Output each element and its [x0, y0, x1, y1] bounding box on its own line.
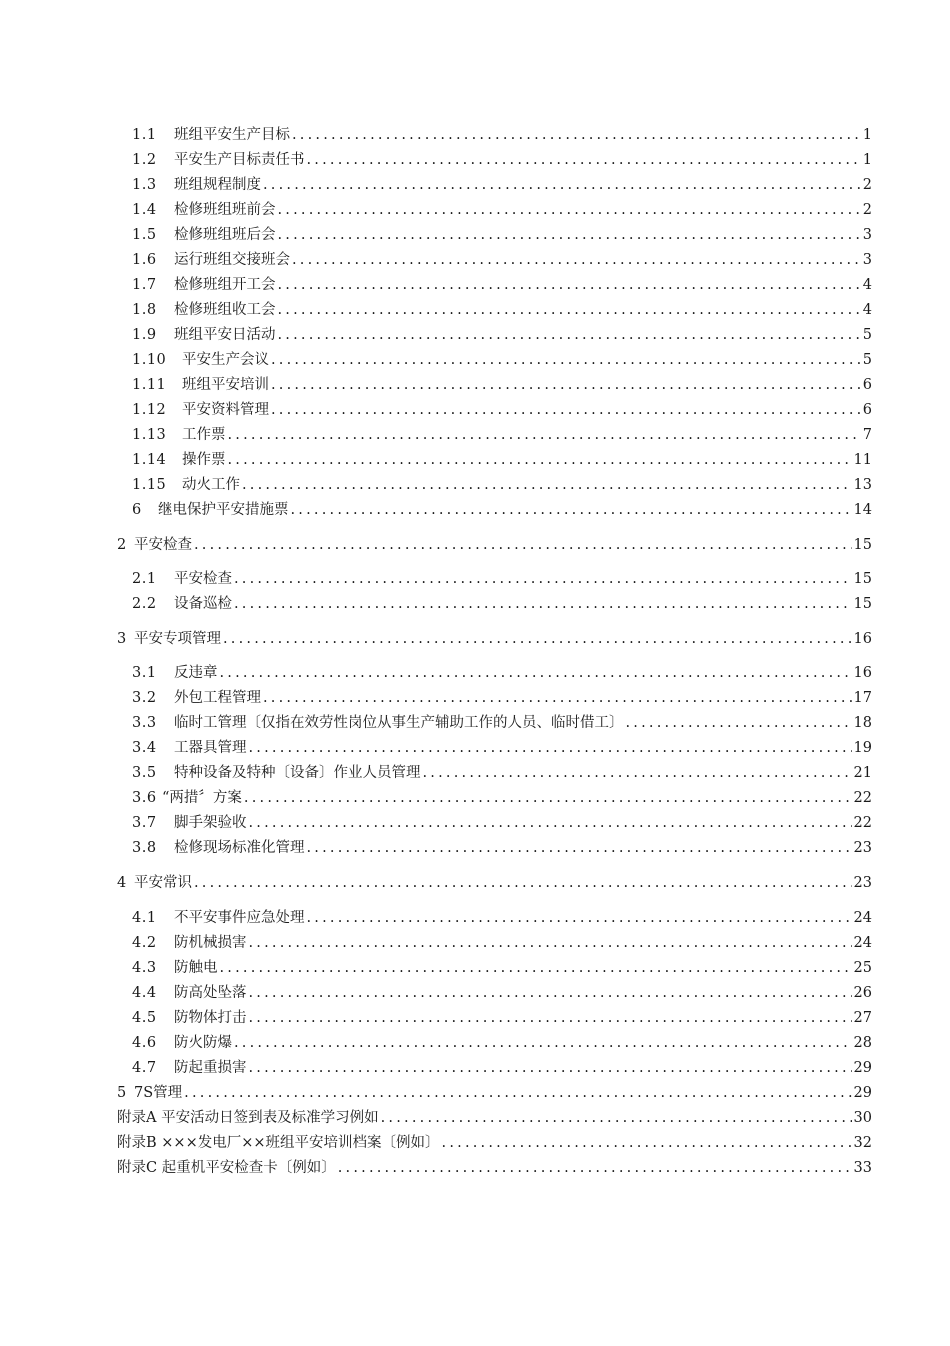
toc-entry-page: 5 [862, 327, 872, 343]
toc-entry-number: 1.14 [132, 452, 167, 468]
toc-entry-page: 25 [853, 960, 872, 976]
toc-entry-page: 2 [862, 177, 872, 193]
toc-entry-number: 1.3 [132, 177, 157, 193]
toc-dot-leader [292, 124, 861, 146]
toc-entry-page: 17 [853, 690, 872, 706]
toc-entry-page: 6 [862, 402, 872, 418]
toc-entry-number: 2 [117, 537, 127, 553]
toc-entry-number: 5 [117, 1085, 127, 1101]
toc-entry-title: “两措〞方案 [162, 790, 242, 806]
toc-entry-page: 15 [853, 571, 872, 587]
toc-entry-number: 3.5 [132, 765, 157, 781]
toc-entry-number: 1.11 [132, 377, 167, 393]
toc-entry[interactable] [132, 374, 872, 396]
toc-dot-leader [291, 499, 852, 521]
toc-dot-leader [234, 568, 852, 590]
toc-entry-page: 24 [853, 910, 872, 926]
toc-entry-number: 1.13 [132, 427, 167, 443]
toc-entry-title: 班组规程制度 [174, 177, 261, 193]
toc-dot-leader [249, 812, 852, 834]
toc-entry-number: 3.2 [132, 690, 157, 706]
toc-dot-leader [381, 1107, 852, 1129]
toc-entry[interactable] [132, 399, 872, 421]
toc-dot-leader [249, 737, 852, 759]
toc-entry-title: 特种设备及特种〔设备〕作业人员管理 [174, 765, 421, 781]
toc-dot-leader [278, 299, 861, 321]
toc-dot-leader [271, 374, 861, 396]
toc-entry[interactable] [132, 424, 872, 446]
toc-chapter[interactable] [117, 872, 872, 894]
toc-entry-title: 反违章 [174, 665, 218, 681]
toc-entry-title: 操作票 [182, 452, 226, 468]
toc-entry[interactable] [132, 199, 872, 221]
toc-entry-number: 4 [117, 875, 127, 891]
toc-entry-number: 1.10 [132, 352, 167, 368]
toc-entry-page: 2 [862, 202, 872, 218]
toc-dot-leader [249, 932, 852, 954]
toc-entry-page: 23 [853, 875, 872, 891]
toc-entry-title: 平安资料管理 [182, 402, 269, 418]
toc-entry-page: 4 [862, 302, 872, 318]
toc-entry-title: 平安专项管理 [134, 631, 221, 647]
toc-entry-number: 1.1 [132, 127, 157, 143]
toc-entry[interactable] [132, 1007, 872, 1029]
toc-entry-page: 4 [862, 277, 872, 293]
toc-dot-leader [307, 907, 852, 929]
toc-entry-title: 班组平安培训 [182, 377, 269, 393]
toc-entry-number: 3.4 [132, 740, 157, 756]
toc-entry[interactable] [132, 762, 872, 784]
toc-entry-page: 19 [853, 740, 872, 756]
toc-entry[interactable] [132, 712, 872, 734]
toc-entry-number: 3.3 [132, 715, 157, 731]
toc-dot-leader [292, 249, 861, 271]
toc-entry-title: 附录C 起重机平安检查卡〔例如〕 [117, 1160, 336, 1176]
toc-entry-number: 3.7 [132, 815, 157, 831]
toc-entry-title: 防触电 [174, 960, 218, 976]
toc-entry[interactable] [132, 249, 872, 271]
toc-entry-title: 工器具管理 [174, 740, 247, 756]
toc-entry-title: 班组平安日活动 [174, 327, 276, 343]
toc-entry[interactable] [132, 299, 872, 321]
toc-entry-page: 33 [853, 1160, 872, 1176]
toc-entry[interactable] [132, 593, 872, 615]
toc-entry-page: 30 [853, 1110, 872, 1126]
toc-entry-number: 3.8 [132, 840, 157, 856]
toc-entry-title: 检修班组班前会 [174, 202, 276, 218]
toc-dot-leader [249, 982, 852, 1004]
toc-entry-title: 继电保护平安措施票 [158, 502, 289, 518]
toc-entry-title: 设备巡检 [174, 596, 232, 612]
toc-entry-title: 脚手架验收 [174, 815, 247, 831]
toc-entry[interactable] [132, 499, 872, 521]
toc-entry-number: 3.1 [132, 665, 157, 681]
toc-entry-page: 29 [853, 1060, 872, 1076]
toc-entry-number: 1.15 [132, 477, 167, 493]
toc-appendix[interactable] [117, 1157, 872, 1179]
toc-entry-page: 15 [853, 537, 872, 553]
toc-entry-page: 27 [853, 1010, 872, 1026]
toc-dot-leader [626, 712, 852, 734]
toc-entry-page: 16 [853, 631, 872, 647]
toc-entry-number: 3.6 [132, 790, 157, 806]
toc-entry-page: 24 [853, 935, 872, 951]
toc-dot-leader [442, 1132, 852, 1154]
toc-entry-number: 4.4 [132, 985, 157, 1001]
toc-entry-page: 16 [853, 665, 872, 681]
toc-entry[interactable] [132, 224, 872, 246]
toc-chapter[interactable] [117, 534, 872, 556]
toc-entry[interactable] [132, 474, 872, 496]
toc-entry-page: 5 [862, 352, 872, 368]
toc-dot-leader [278, 324, 861, 346]
toc-entry[interactable] [132, 787, 872, 809]
toc-entry-page: 28 [853, 1035, 872, 1051]
toc-entry-number: 4.7 [132, 1060, 157, 1076]
toc-entry-number: 1.4 [132, 202, 157, 218]
toc-entry-number: 4.5 [132, 1010, 157, 1026]
toc-appendix[interactable] [117, 1107, 872, 1129]
toc-dot-leader [271, 349, 861, 371]
toc-dot-leader [194, 534, 852, 556]
toc-entry-number: 1.8 [132, 302, 157, 318]
toc-entry[interactable] [132, 274, 872, 296]
toc-dot-leader [220, 957, 852, 979]
toc-entry[interactable] [132, 174, 872, 196]
toc-entry-page: 3 [862, 227, 872, 243]
toc-dot-leader [234, 593, 852, 615]
toc-entry-title: 运行班组交接班会 [174, 252, 290, 268]
toc-entry-title: 检修班组收工会 [174, 302, 276, 318]
toc-entry-title: 附录B ×××发电厂××班组平安培训档案〔例如〕 [117, 1135, 440, 1151]
toc-dot-leader [194, 872, 852, 894]
toc-entry-page: 7 [862, 427, 872, 443]
toc-entry-number: 1.12 [132, 402, 167, 418]
toc-entry-page: 22 [853, 815, 872, 831]
toc-entry-title: 平安生产目标责任书 [174, 152, 305, 168]
toc-entry[interactable] [132, 907, 872, 929]
toc-entry-title: 检修班组开工会 [174, 277, 276, 293]
toc-dot-leader [423, 762, 852, 784]
toc-entry[interactable] [132, 812, 872, 834]
toc-entry-number: 2.2 [132, 596, 157, 612]
toc-dot-leader [278, 199, 861, 221]
toc-entry-number: 1.9 [132, 327, 157, 343]
toc-dot-leader [249, 1007, 852, 1029]
toc-entry-page: 14 [853, 502, 872, 518]
toc-dot-leader [244, 787, 852, 809]
toc-chapter[interactable] [117, 1082, 872, 1104]
toc-entry-number: 1.2 [132, 152, 157, 168]
toc-dot-leader [263, 687, 852, 709]
toc-chapter[interactable] [117, 628, 872, 650]
toc-entry-number: 6 [132, 502, 142, 518]
toc-entry-title: 平安检查 [174, 571, 232, 587]
toc-entry-number: 4.3 [132, 960, 157, 976]
toc-dot-leader [338, 1157, 852, 1179]
toc-entry-title: 检修现场标准化管理 [174, 840, 305, 856]
toc-entry[interactable] [132, 349, 872, 371]
toc-entry-number: 1.5 [132, 227, 157, 243]
toc-dot-leader [184, 1082, 851, 1104]
toc-entry-title: 临时工管理〔仅指在效劳性岗位从事生产辅助工作的人员、临时借工〕 [174, 715, 624, 731]
toc-entry[interactable] [132, 662, 872, 684]
toc-entry-page: 15 [853, 596, 872, 612]
toc-entry-title: 防火防爆 [174, 1035, 232, 1051]
toc-entry-title: 动火工作 [182, 477, 240, 493]
toc-entry-title: 7S管理 [134, 1085, 183, 1101]
toc-entry[interactable] [132, 324, 872, 346]
toc-entry[interactable] [132, 124, 872, 146]
toc-entry-title: 防物体打击 [174, 1010, 247, 1026]
toc-dot-leader [228, 424, 861, 446]
toc-entry-number: 4.2 [132, 935, 157, 951]
toc-entry-title: 平安常识 [134, 875, 192, 891]
toc-entry[interactable] [132, 932, 872, 954]
toc-entry-number: 4.6 [132, 1035, 157, 1051]
toc-dot-leader [307, 837, 852, 859]
toc-entry-number: 1.6 [132, 252, 157, 268]
toc-entry[interactable] [132, 687, 872, 709]
toc-entry-number: 3 [117, 631, 127, 647]
toc-entry[interactable] [132, 449, 872, 471]
toc-entry-title: 平安生产会议 [182, 352, 269, 368]
toc-entry[interactable] [132, 957, 872, 979]
toc-dot-leader [249, 1057, 852, 1079]
toc-entry-title: 防机械损害 [174, 935, 247, 951]
toc-appendix[interactable] [117, 1132, 872, 1154]
toc-entry-page: 13 [853, 477, 872, 493]
toc-entry-title: 平安检查 [134, 537, 192, 553]
toc-dot-leader [242, 474, 852, 496]
toc-entry[interactable] [132, 837, 872, 859]
toc-entry-number: 1.7 [132, 277, 157, 293]
toc-entry-title: 检修班组班后会 [174, 227, 276, 243]
toc-entry-page: 29 [853, 1085, 872, 1101]
toc-dot-leader [263, 174, 861, 196]
toc-entry-page: 11 [853, 452, 872, 468]
toc-entry-page: 18 [853, 715, 872, 731]
toc-dot-leader [220, 662, 852, 684]
toc-entry[interactable] [132, 568, 872, 590]
toc-dot-leader [307, 149, 861, 171]
toc-entry-page: 26 [853, 985, 872, 1001]
toc-dot-leader [278, 224, 861, 246]
toc-entry-page: 1 [862, 127, 872, 143]
toc-entry-title: 附录A 平安活动日签到表及标准学习例如 [117, 1110, 379, 1126]
toc-dot-leader [278, 274, 861, 296]
toc-entry-title: 不平安事件应急处理 [174, 910, 305, 926]
toc-entry-title: 防起重损害 [174, 1060, 247, 1076]
toc-entry-page: 6 [862, 377, 872, 393]
toc-entry[interactable] [132, 982, 872, 1004]
toc-entry[interactable] [132, 737, 872, 759]
toc-entry-page: 1 [862, 152, 872, 168]
toc-entry-title: 工作票 [182, 427, 226, 443]
toc-entry[interactable] [132, 1032, 872, 1054]
toc-entry[interactable] [132, 1057, 872, 1079]
toc-dot-leader [223, 628, 852, 650]
toc-entry-page: 23 [853, 840, 872, 856]
toc-entry-page: 22 [853, 790, 872, 806]
toc-dot-leader [271, 399, 861, 421]
toc-entry-title: 防高处坠落 [174, 985, 247, 1001]
toc-entry-page: 21 [853, 765, 872, 781]
toc-entry[interactable] [132, 149, 872, 171]
toc-entry-number: 4.1 [132, 910, 157, 926]
toc-entry-title: 班组平安生产目标 [174, 127, 290, 143]
toc-entry-number: 2.1 [132, 571, 157, 587]
toc-dot-leader [228, 449, 852, 471]
toc-entry-page: 32 [853, 1135, 872, 1151]
toc-entry-page: 3 [862, 252, 872, 268]
toc-dot-leader [234, 1032, 852, 1054]
toc-entry-title: 外包工程管理 [174, 690, 261, 706]
